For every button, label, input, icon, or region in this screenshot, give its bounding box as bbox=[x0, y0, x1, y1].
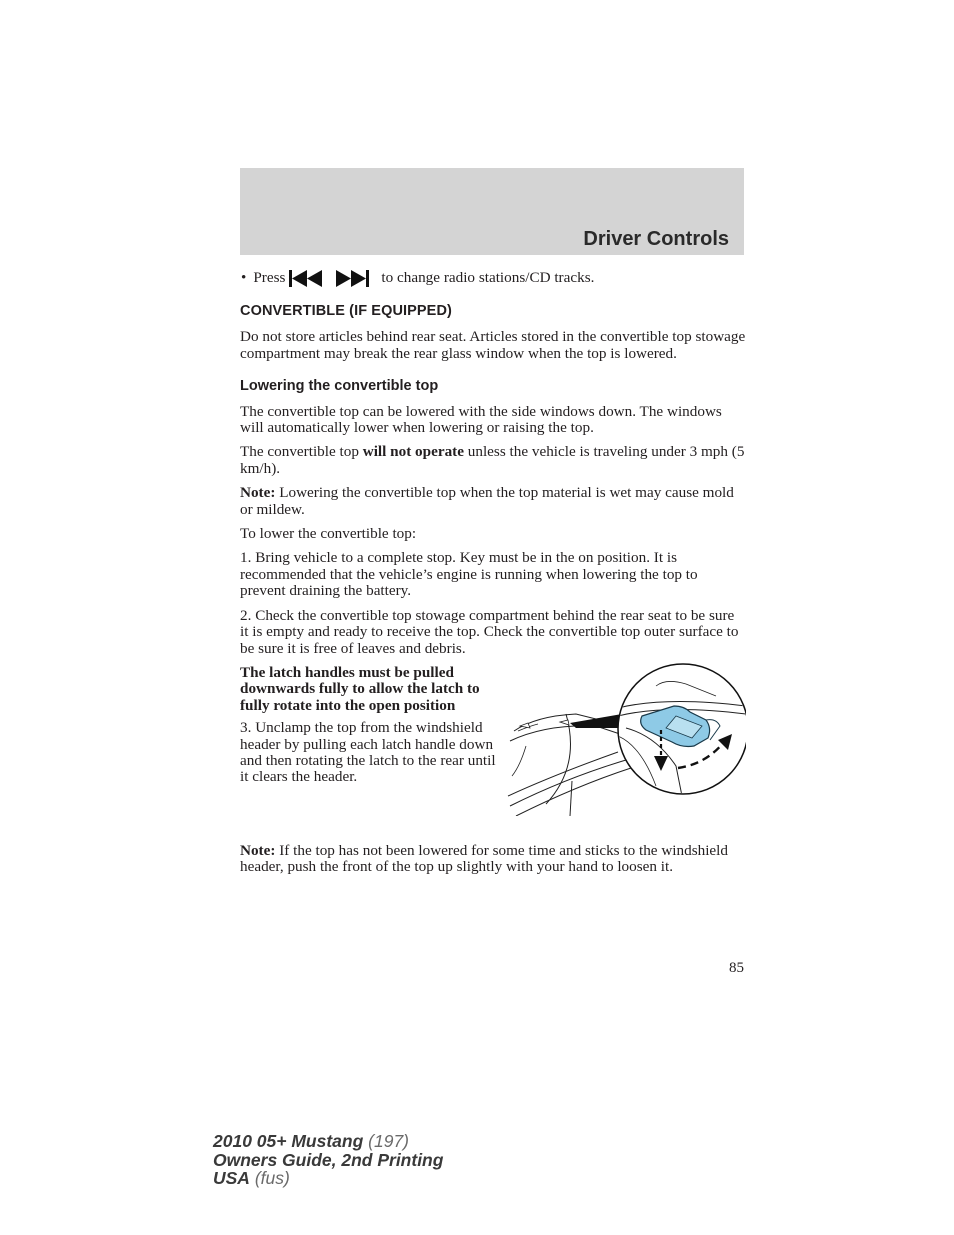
section-heading: CONVERTIBLE (IF EQUIPPED) bbox=[240, 303, 452, 319]
step-3: 3. Unclamp the top from the windshield header by pulling each latch handle down and then rotating the latch to the rear until it clears the header. bbox=[240, 719, 496, 786]
latch-section bbox=[240, 665, 746, 843]
subsection-heading: Lowering the convertible top bbox=[240, 378, 439, 395]
latch-illustration bbox=[506, 656, 746, 816]
speed-text-post: unless the vehicle is traveling under 3 mph (5 km/h). bbox=[240, 443, 745, 477]
speed-text-bold: will not operate bbox=[362, 443, 464, 461]
note-text: Lowering the convertible top when the top material is wet may cause mold or mildew. bbox=[240, 484, 734, 518]
latch-warning-text: The latch handles must be pulled downwards fully to allow the latch to fully rotate into the open position bbox=[240, 663, 480, 714]
footer-line-3 bbox=[213, 1169, 443, 1188]
bullet-press-text: Press bbox=[253, 269, 286, 287]
footer-market-code: (fus) bbox=[254, 1168, 290, 1188]
footer-imprint bbox=[213, 1132, 443, 1188]
latch-warning bbox=[240, 665, 502, 714]
header-band bbox=[240, 168, 744, 255]
note-stuck-top bbox=[240, 843, 746, 876]
seek-back-icon bbox=[289, 270, 323, 287]
note2-label: Note: bbox=[240, 841, 276, 859]
seek-icons bbox=[289, 270, 369, 287]
note-wet-material bbox=[240, 485, 746, 518]
bullet-dot: • bbox=[241, 269, 247, 287]
bullet-radio-tracks bbox=[240, 270, 746, 287]
step-2: 2. Check the convertible top stowage compartment behind the rear seat to be sure it is empty and ready to receive the top. Check the convertible top outer surface to be sure it is free of leaves and debris. bbox=[240, 606, 739, 657]
note2-text: If the top has not been lowered for some time and sticks to the windshield header, push the front of the top up slightly with your hand to loosen it. bbox=[240, 841, 728, 876]
footer-line-1 bbox=[213, 1132, 443, 1151]
note-label: Note: bbox=[240, 484, 276, 502]
bullet-rest-text: to change radio stations/CD tracks. bbox=[381, 269, 595, 287]
footer-line-2: Owners Guide, 2nd Printing bbox=[213, 1149, 444, 1170]
footer-market: USA bbox=[213, 1168, 250, 1188]
seek-forward-icon bbox=[335, 270, 369, 287]
to-lower-intro: To lower the convertible top: bbox=[240, 525, 417, 543]
paragraph-speed-limit bbox=[240, 444, 746, 477]
latch-handle-diagram bbox=[506, 656, 746, 816]
footer-model: 2010 05+ Mustang bbox=[213, 1131, 364, 1151]
latch-text-column bbox=[240, 665, 502, 792]
page-section-title: Driver Controls bbox=[583, 228, 729, 250]
speed-text-pre: The convertible top bbox=[240, 443, 359, 461]
page-number: 85 bbox=[729, 960, 744, 976]
step-1: 1. Bring vehicle to a complete stop. Key must be in the on position. It is recommended that the vehicle’s engine is running when lowering the top to prevent draining the battery. bbox=[240, 549, 698, 600]
footer-model-code: (197) bbox=[368, 1131, 410, 1151]
paragraph-lowering-windows: The convertible top can be lowered with the side windows down. The windows will automatically lower when lowering or raising the top. bbox=[240, 402, 722, 437]
page-content bbox=[240, 270, 746, 884]
section-intro: Do not store articles behind rear seat. Articles stored in the convertible top stowage compartment may break the rear glass window when the top is lowered. bbox=[240, 328, 746, 362]
